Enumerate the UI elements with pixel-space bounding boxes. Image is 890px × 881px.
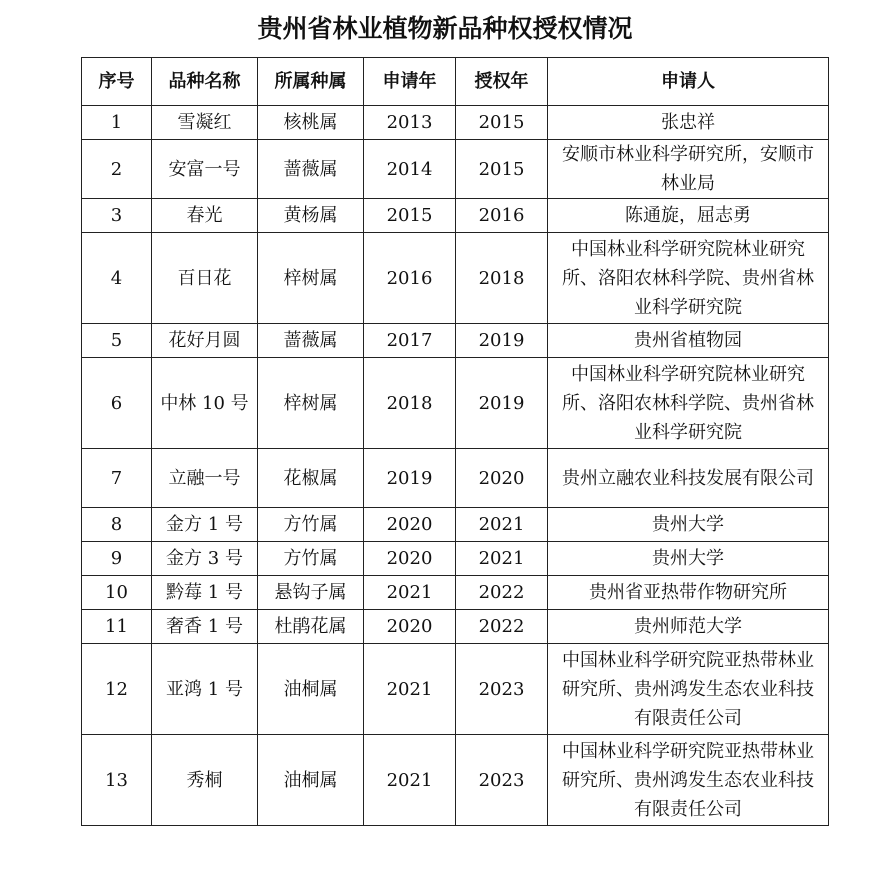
table-header-row: [82, 58, 829, 106]
cell-grant-year: 2020: [456, 449, 548, 508]
cell-genus: 油桐属: [258, 735, 364, 826]
variety-rights-table: [81, 57, 829, 826]
table-row: [82, 610, 829, 644]
cell-apply-year: 2014: [364, 140, 456, 199]
cell-apply-year: 2020: [364, 508, 456, 542]
cell-index: 9: [82, 542, 152, 576]
cell-genus: 蔷薇属: [258, 324, 364, 358]
table-row: [82, 324, 829, 358]
cell-applicant: 陈通旋，屈志勇: [548, 199, 829, 233]
cell-apply-year: 2020: [364, 542, 456, 576]
cell-applicant: 贵州大学: [548, 542, 829, 576]
cell-index: 6: [82, 358, 152, 449]
cell-variety: 雪凝红: [152, 106, 258, 140]
cell-applicant: 贵州立融农业科技发展有限公司: [548, 449, 829, 508]
cell-apply-year: 2021: [364, 576, 456, 610]
cell-applicant: 张忠祥: [548, 106, 829, 140]
cell-grant-year: 2023: [456, 644, 548, 735]
cell-grant-year: 2016: [456, 199, 548, 233]
cell-genus: 核桃属: [258, 106, 364, 140]
cell-applicant: 贵州省亚热带作物研究所: [548, 576, 829, 610]
cell-apply-year: 2018: [364, 358, 456, 449]
cell-grant-year: 2015: [456, 106, 548, 140]
cell-apply-year: 2021: [364, 644, 456, 735]
cell-grant-year: 2022: [456, 610, 548, 644]
header-genus: 所属种属: [258, 58, 364, 106]
cell-apply-year: 2015: [364, 199, 456, 233]
cell-genus: 梓树属: [258, 233, 364, 324]
cell-variety: 安富一号: [152, 140, 258, 199]
cell-variety: 黔莓 1 号: [152, 576, 258, 610]
cell-apply-year: 2020: [364, 610, 456, 644]
cell-index: 11: [82, 610, 152, 644]
cell-index: 8: [82, 508, 152, 542]
cell-applicant: 贵州省植物园: [548, 324, 829, 358]
cell-applicant: 贵州师范大学: [548, 610, 829, 644]
cell-index: 3: [82, 199, 152, 233]
cell-applicant: 安顺市林业科学研究所，安顺市林业局: [548, 140, 829, 199]
cell-apply-year: 2016: [364, 233, 456, 324]
cell-grant-year: 2015: [456, 140, 548, 199]
cell-variety: 中林 10 号: [152, 358, 258, 449]
cell-genus: 方竹属: [258, 542, 364, 576]
cell-index: 1: [82, 106, 152, 140]
cell-grant-year: 2019: [456, 324, 548, 358]
header-index: 序号: [82, 58, 152, 106]
cell-index: 5: [82, 324, 152, 358]
cell-variety: 秀桐: [152, 735, 258, 826]
header-grant-year: 授权年: [456, 58, 548, 106]
cell-genus: 花椒属: [258, 449, 364, 508]
table-row: [82, 449, 829, 508]
cell-applicant: 中国林业科学研究院亚热带林业研究所、贵州鸿发生态农业科技有限责任公司: [548, 644, 829, 735]
cell-variety: 金方 1 号: [152, 508, 258, 542]
table-row: [82, 140, 829, 199]
cell-grant-year: 2021: [456, 508, 548, 542]
cell-index: 4: [82, 233, 152, 324]
cell-grant-year: 2021: [456, 542, 548, 576]
table-row: [82, 106, 829, 140]
cell-apply-year: 2019: [364, 449, 456, 508]
cell-variety: 春光: [152, 199, 258, 233]
cell-index: 12: [82, 644, 152, 735]
header-variety: 品种名称: [152, 58, 258, 106]
page-title: 贵州省林业植物新品种权授权情况: [257, 14, 633, 43]
cell-index: 10: [82, 576, 152, 610]
cell-applicant: 贵州大学: [548, 508, 829, 542]
cell-genus: 梓树属: [258, 358, 364, 449]
cell-variety: 金方 3 号: [152, 542, 258, 576]
table-row: [82, 199, 829, 233]
table-row: [82, 542, 829, 576]
cell-genus: 黄杨属: [258, 199, 364, 233]
table-row: [82, 576, 829, 610]
table-row: [82, 644, 829, 735]
cell-genus: 油桐属: [258, 644, 364, 735]
cell-applicant: 中国林业科学研究院林业研究所、洛阳农林科学院、贵州省林业科学研究院: [548, 233, 829, 324]
cell-genus: 方竹属: [258, 508, 364, 542]
cell-variety: 奢香 1 号: [152, 610, 258, 644]
table-row: [82, 233, 829, 324]
cell-variety: 花好月圆: [152, 324, 258, 358]
cell-index: 13: [82, 735, 152, 826]
table-row: [82, 508, 829, 542]
cell-grant-year: 2018: [456, 233, 548, 324]
cell-grant-year: 2022: [456, 576, 548, 610]
cell-applicant: 中国林业科学研究院亚热带林业研究所、贵州鸿发生态农业科技有限责任公司: [548, 735, 829, 826]
cell-grant-year: 2019: [456, 358, 548, 449]
table-row: [82, 358, 829, 449]
cell-genus: 悬钩子属: [258, 576, 364, 610]
cell-variety: 亚鸿 1 号: [152, 644, 258, 735]
header-apply-year: 申请年: [364, 58, 456, 106]
cell-index: 2: [82, 140, 152, 199]
cell-variety: 百日花: [152, 233, 258, 324]
cell-index: 7: [82, 449, 152, 508]
cell-variety: 立融一号: [152, 449, 258, 508]
cell-apply-year: 2017: [364, 324, 456, 358]
cell-apply-year: 2013: [364, 106, 456, 140]
table-row: [82, 735, 829, 826]
header-applicant: 申请人: [548, 58, 829, 106]
cell-apply-year: 2021: [364, 735, 456, 826]
cell-genus: 杜鹃花属: [258, 610, 364, 644]
cell-grant-year: 2023: [456, 735, 548, 826]
cell-applicant: 中国林业科学研究院林业研究所、洛阳农林科学院、贵州省林业科学研究院: [548, 358, 829, 449]
cell-genus: 蔷薇属: [258, 140, 364, 199]
